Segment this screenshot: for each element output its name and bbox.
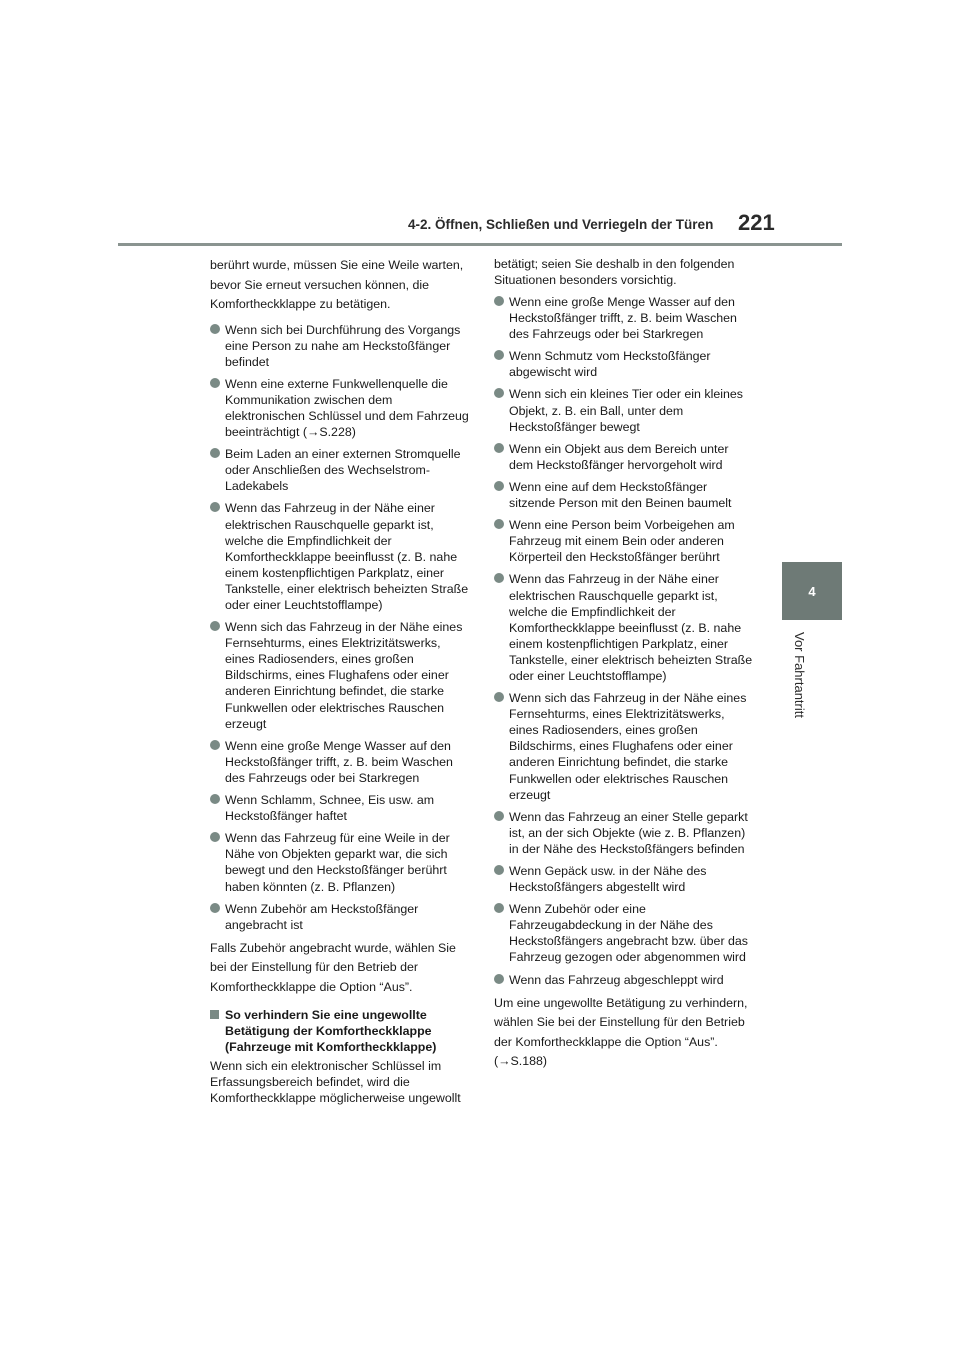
chapter-label: Vor Fahrtantritt — [792, 632, 807, 718]
list-item: Wenn eine auf dem Heckstoßfänger sitzende Person mit den Beinen baumelt — [494, 479, 756, 511]
left-column — [210, 256, 472, 1113]
list-item: Wenn eine externe Funkwellenquelle die Kommunikation zwischen dem elektronischen Schlüssel und dem Fahrzeug beeinträchtigt (→S.228) — [210, 376, 472, 440]
list-item: Wenn Zubehör am Heckstoßfänger angebracht ist — [210, 901, 472, 933]
bullet-icon — [210, 740, 220, 750]
list-item: Wenn sich das Fahrzeug in der Nähe eines Fernsehturms, eines Elektrizitätswerks, eines Radiosenders, eines großen Bildschirms, eines Flughafens oder einer anderen Einrichtung befindet, die starke Funkwellen oder elektrisches Rauschen erzeugt — [210, 619, 472, 732]
bullet-icon — [494, 350, 504, 360]
list-item: Wenn Schlamm, Schnee, Eis usw. am Heckstoßfänger haftet — [210, 792, 472, 824]
list-item: Wenn sich das Fahrzeug in der Nähe eines Fernsehturms, eines Elektrizitätswerks, eines Radiosenders, eines großen Bildschirms, eines Flughafens oder einer anderen Einrichtung befindet, die starke Funkwellen oder elektrisches Rauschen erzeugt — [494, 690, 756, 803]
bullet-icon — [494, 296, 504, 306]
accessory-note: Falls Zubehör angebracht wurde, wählen Sie bei der Einstellung für den Betrieb der Komfortheckklappe die Option “Aus”. — [210, 940, 456, 994]
heading-body-text: Wenn sich ein elektronischer Schlüssel im Erfassungsbereich befindet, wird die Komfortheckklappe möglicherweise ungewollt — [210, 1058, 461, 1105]
list-item: Wenn das Fahrzeug an einer Stelle geparkt ist, an der sich Objekte (wie z. B. Pflanzen) in der Nähe des Heckstoßfängers befinden — [494, 809, 756, 857]
list-item: Wenn ein Objekt aus dem Bereich unter dem Heckstoßfänger hervorgeholt wird — [494, 441, 756, 473]
bullet-icon — [494, 811, 504, 821]
bullet-icon — [210, 621, 220, 631]
list-item: Wenn das Fahrzeug in der Nähe einer elektrischen Rauschquelle geparkt ist, welche die Empfindlichkeit der Komfortheckklappe beeinflusst (z. B. nahe einem kostenpflichtigen Parkplatz, einer Tankstelle, einer elektrisch beheizten Straße oder einer Leuchtstofflampe) — [494, 571, 756, 684]
intro-text: berührt wurde, müssen Sie eine Weile warten, bevor Sie erneut versuchen können, die Komfortheckklappe zu betätigen. — [210, 258, 464, 311]
bullet-icon — [210, 502, 220, 512]
list-item: Wenn sich bei Durchführung des Vorgangs eine Person zu nahe am Heckstoßfänger befindet — [210, 322, 472, 370]
bullet-icon — [494, 692, 504, 702]
bullet-icon — [494, 519, 504, 529]
bullet-icon — [494, 974, 504, 984]
list-item: Wenn Gepäck usw. in der Nähe des Heckstoßfängers abgestellt wird — [494, 863, 756, 895]
list-item: Wenn eine Person beim Vorbeigehen am Fahrzeug mit einem Bein oder anderen Körperteil den Heckstoßfänger berührt — [494, 517, 756, 565]
heading-marker-icon — [210, 1010, 219, 1019]
bullet-icon — [210, 324, 220, 334]
bullet-icon — [494, 903, 504, 913]
list-item: Wenn eine große Menge Wasser auf den Heckstoßfänger trifft, z. B. beim Waschen des Fahrzeugs oder bei Starkregen — [494, 294, 756, 342]
chapter-tab[interactable] — [782, 562, 842, 620]
list-item: Wenn sich ein kleines Tier oder ein kleines Objekt, z. B. ein Ball, unter dem Heckstoßfänger bewegt — [494, 386, 756, 434]
list-item: Wenn das Fahrzeug für eine Weile in der Nähe von Objekten geparkt war, die sich bewegt und den Heckstoßfänger berührt haben könnten (z. B. Pflanzen) — [210, 830, 472, 894]
bullet-icon — [494, 481, 504, 491]
bullet-icon — [494, 573, 504, 583]
bullet-icon — [494, 388, 504, 398]
list-item: Wenn eine große Menge Wasser auf den Heckstoßfänger trifft, z. B. beim Waschen des Fahrzeugs oder bei Starkregen — [210, 738, 472, 786]
header-divider — [118, 243, 842, 246]
bullet-icon — [210, 794, 220, 804]
continued-text: betätigt; seien Sie deshalb in den folgenden Situationen besonders vorsichtig. — [494, 257, 735, 287]
page-number: 221 — [738, 210, 775, 235]
closing-text: Um eine ungewollte Betätigung zu verhindern, wählen Sie bei der Einstellung für den Betrieb der Komfortheckklappe die Option “Aus”. (→S.188) — [494, 995, 748, 1069]
bullet-icon — [210, 378, 220, 388]
list-item: Wenn das Fahrzeug abgeschleppt wird — [494, 972, 756, 988]
list-item: Wenn Schmutz vom Heckstoßfänger abgewischt wird — [494, 348, 756, 380]
bullet-icon — [210, 448, 220, 458]
list-item: Wenn Zubehör oder eine Fahrzeugabdeckung in der Nähe des Heckstoßfängers angebracht bzw. über das Fahrzeug gezogen oder abgenommen wird — [494, 901, 756, 965]
section-heading: So verhindern Sie eine ungewollte Betätigung der Komfortheckklappe (Fahrzeuge mit Komfortheckklappe) — [210, 1007, 472, 1055]
section-title: 4-2. Öffnen, Schließen und Verriegeln der Türen — [408, 217, 714, 232]
list-item: Beim Laden an einer externen Stromquelle oder Anschließen des Wechselstrom-Ladekabels — [210, 446, 472, 494]
bullet-icon — [210, 832, 220, 842]
bullet-icon — [494, 443, 504, 453]
right-column — [494, 256, 756, 1079]
bullet-icon — [494, 865, 504, 875]
list-item: Wenn das Fahrzeug in der Nähe einer elektrischen Rauschquelle geparkt ist, welche die Empfindlichkeit der Komfortheckklappe beeinflusst (z. B. nahe einem kostenpflichtigen Parkplatz, einer Tankstelle, einer elektrisch beheizten Straße oder einer Leuchtstofflampe) — [210, 500, 472, 613]
bullet-icon — [210, 903, 220, 913]
chapter-number: 4 — [808, 583, 816, 599]
